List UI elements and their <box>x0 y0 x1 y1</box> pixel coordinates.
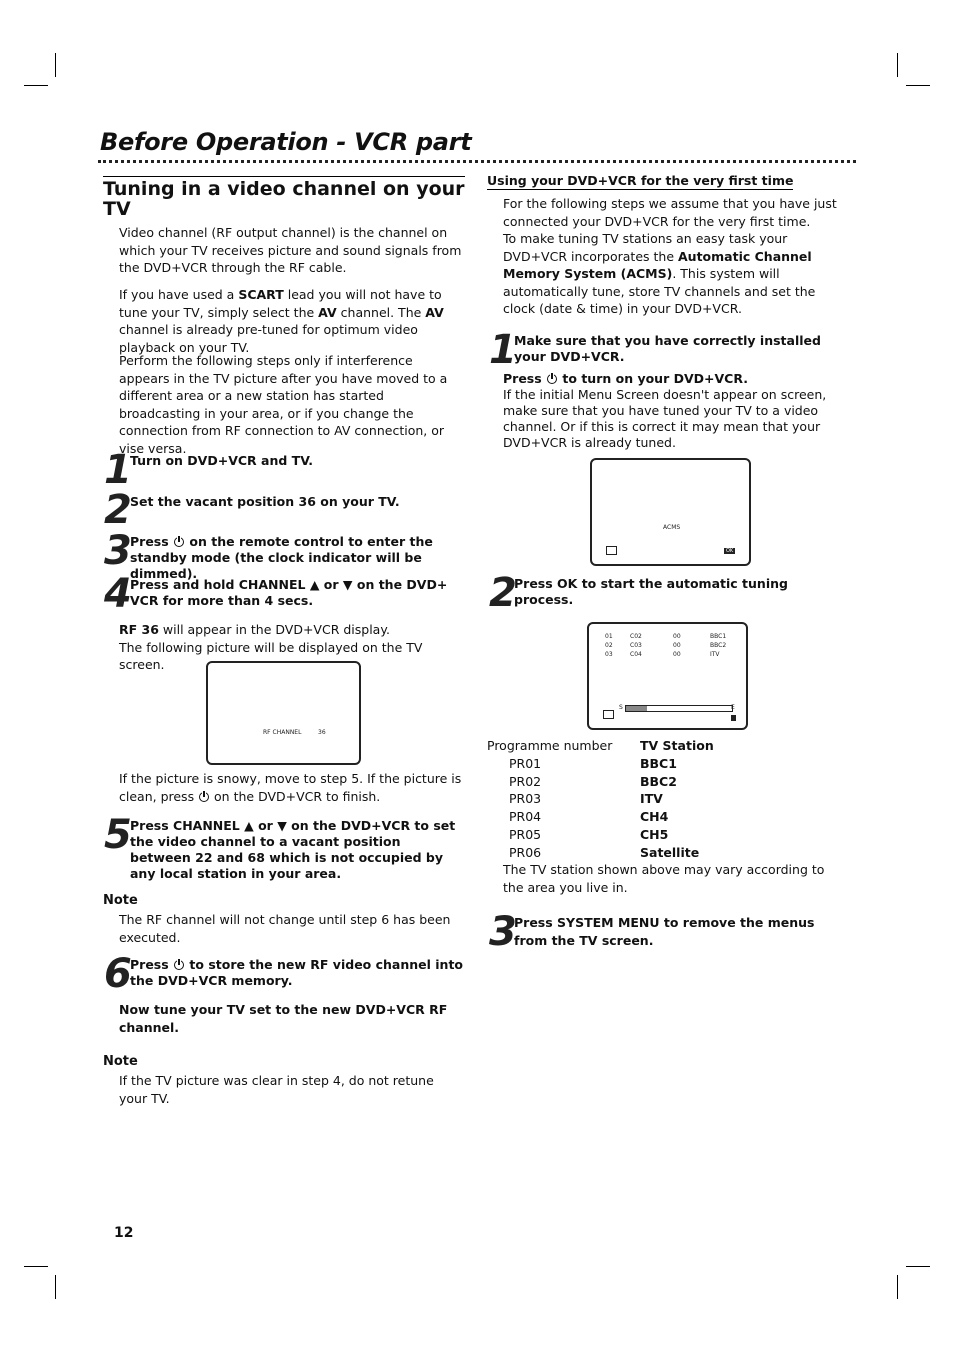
scan-start-label: S <box>619 704 623 711</box>
menu-icon <box>606 546 617 555</box>
step-number: 3 <box>104 528 132 574</box>
crop-mark <box>55 53 56 77</box>
note-title: Note <box>103 893 138 908</box>
step-number: 2 <box>104 487 132 533</box>
crop-mark <box>55 1275 56 1299</box>
acms-label: ACMS <box>663 524 681 531</box>
scan-cell: C04 <box>630 651 642 658</box>
step-text: Set the vacant position 36 on your TV. <box>130 494 400 509</box>
programme-row <box>487 809 714 827</box>
snowy-paragraph: If the picture is snowy, move to step 5. If the picture is clean, press on the DVD+VCR to finish. <box>119 771 462 804</box>
tv-station: Satellite <box>640 844 700 860</box>
first-time-paragraph: For the following steps we assume that you have just connected your DVD+VCR for the very first time. To make tuning TV stations an easy task your DVD+VCR incorporates the Automatic Channel Memory System (ACMS). This system will automatically tune, store TV channels and set the clock (date & time) in your DVD+VCR. <box>503 196 837 316</box>
programme-row <box>487 827 714 845</box>
tv-station: CH4 <box>640 809 669 825</box>
tv-screen-acms <box>590 458 751 566</box>
step4-body: RF 36 will appear in the DVD+VCR display. The following picture will be displayed on the TV screen. <box>119 622 423 672</box>
menu-icon <box>603 710 614 719</box>
crop-mark <box>24 85 48 86</box>
scan-cell: 00 <box>673 633 681 640</box>
rf-channel-label: RF CHANNEL <box>263 729 302 736</box>
programme-number: PR03 <box>509 791 542 807</box>
step-number: 1 <box>104 447 132 493</box>
power-icon <box>174 960 184 970</box>
page-title: Before Operation - VCR part <box>100 128 472 156</box>
scan-cell: 00 <box>673 642 681 649</box>
programme-header: Programme number <box>487 738 613 753</box>
scan-cell: C02 <box>630 633 642 640</box>
programme-number: PR06 <box>509 844 542 860</box>
step-number: 1 <box>489 327 517 373</box>
programme-number: PR05 <box>509 826 542 842</box>
intro-paragraph: Video channel (RF output channel) is the channel on which your TV receives picture and sound signals from the DVD+VCR through the RF cable. <box>119 225 462 275</box>
scan-cell: 00 <box>673 651 681 658</box>
scan-cell: 03 <box>605 651 613 658</box>
programme-row <box>487 774 714 792</box>
ok-icon: OK <box>726 548 734 554</box>
scart-paragraph: If you have used a SCART lead you will not have to tune your TV, simply select the AV channel. The AV channel is already pre-tuned for optimum video playback on your TV. <box>119 287 444 355</box>
stop-icon <box>731 715 736 721</box>
programme-row <box>487 845 714 863</box>
step-text: Press OK to start the automatic tuning process. <box>514 576 788 607</box>
section-heading: Tuning in a video channel on your TV <box>103 178 465 220</box>
power-icon <box>199 792 209 802</box>
tv-station: BBC2 <box>640 773 677 789</box>
tv-station: CH5 <box>640 826 669 842</box>
programme-number: PR01 <box>509 755 542 771</box>
step-number: 5 <box>104 812 132 858</box>
scan-progress-fill <box>626 706 647 711</box>
page-number: 12 <box>114 1225 134 1241</box>
programme-number: PR04 <box>509 809 542 825</box>
dotted-divider <box>98 160 856 163</box>
tv-station: ITV <box>640 791 663 807</box>
step-number: 6 <box>104 951 132 997</box>
scan-cell: C03 <box>630 642 642 649</box>
crop-mark <box>906 1266 930 1267</box>
note-text: If the TV picture was clear in step 4, do not retune your TV. <box>119 1073 434 1106</box>
crop-mark <box>24 1266 48 1267</box>
power-icon <box>547 374 557 384</box>
tv-station: BBC1 <box>640 755 677 771</box>
step-text: Press to store the new RF video channel into the DVD+VCR memory. <box>130 957 464 988</box>
crop-mark <box>906 85 930 86</box>
crop-mark <box>897 53 898 77</box>
station-note: The TV station shown above may vary according to the area you live in. <box>503 862 825 895</box>
scan-cell: ITV <box>710 651 720 658</box>
subsection-heading: Using your DVD+VCR for the very first time <box>487 173 794 188</box>
step6-subtext: Now tune your TV set to the new DVD+VCR RF channel. <box>119 1002 448 1035</box>
menu-screen-paragraph: If the initial Menu Screen doesn't appear on screen, make sure that you have tuned your TV to a video channel. Or if this is correct it may mean that your DVD+VCR is already tuned. <box>503 387 827 450</box>
programme-row <box>487 791 714 809</box>
power-icon <box>174 537 184 547</box>
programme-number: PR02 <box>509 773 542 789</box>
scan-cell: BBC1 <box>710 633 727 640</box>
tv-screen-rf <box>206 661 361 765</box>
scan-cell: 02 <box>605 642 613 649</box>
rf-channel-value: 36 <box>318 729 326 736</box>
scan-end-label: E <box>731 704 735 711</box>
crop-mark <box>897 1275 898 1299</box>
note-text: The RF channel will not change until step 6 has been executed. <box>119 912 451 945</box>
step-text: Press on the remote control to enter the standby mode (the clock indicator will be dimmed). <box>130 534 433 581</box>
step-text: Turn on DVD+VCR and TV. <box>130 453 314 468</box>
step-number: 2 <box>489 570 517 616</box>
station-header: TV Station <box>640 738 714 753</box>
programme-row <box>487 756 714 774</box>
scan-cell: 01 <box>605 633 613 640</box>
step-text: Make sure that you have correctly installed your DVD+VCR. <box>514 333 821 364</box>
scan-cell: BBC2 <box>710 642 727 649</box>
step-text: Press CHANNEL ▲ or ▼ on the DVD+VCR to set the video channel to a vacant position between 22 and 68 which is not occupied by any local station in your area. <box>130 818 456 881</box>
interference-paragraph: Perform the following steps only if interference appears in the TV picture after you have moved to a different area or a new station has started broadcasting in your area, or if you change the connection from RF connection to AV connection, or vise versa. <box>119 353 448 456</box>
note-title: Note <box>103 1054 138 1069</box>
step-number: 4 <box>104 571 132 617</box>
programme-table <box>487 738 714 863</box>
press-power-line: Press to turn on your DVD+VCR. <box>503 371 748 386</box>
scan-progress-bar <box>625 705 733 712</box>
step-text: Press and hold CHANNEL ▲ or ▼ on the DVD+ VCR for more than 4 secs. <box>130 577 448 608</box>
step-number: 3 <box>489 909 517 955</box>
step-text: Press SYSTEM MENU to remove the menus from the TV screen. <box>514 915 815 948</box>
tv-screen-scan <box>587 622 748 730</box>
